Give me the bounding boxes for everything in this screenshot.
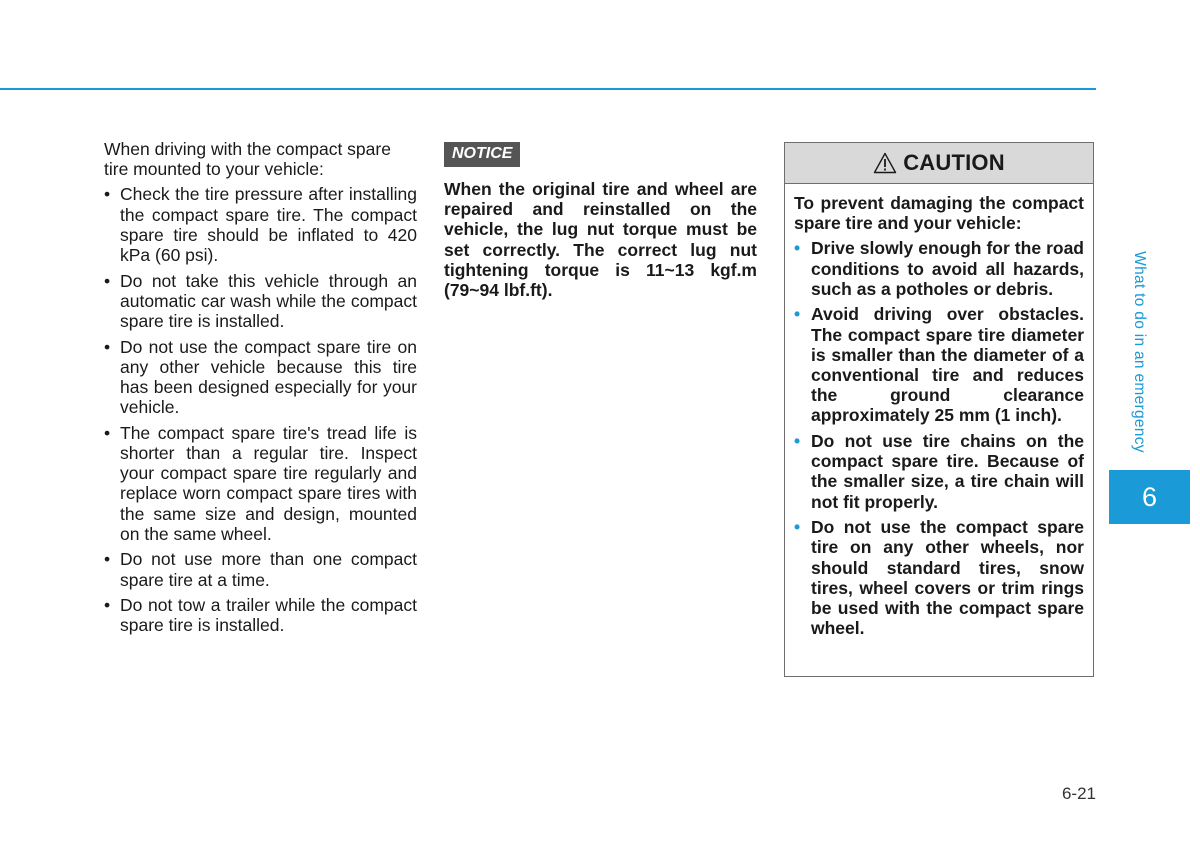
intro-paragraph: When driving with the compact spare tire mounted to your vehicle: xyxy=(104,139,391,180)
list-item: • The compact spare tire's tread life is shorter than a regular tire. Inspect your compact spare tire regularly and replace worn compact spare tires with the same size and design, mounted on the same wheel. xyxy=(104,423,417,544)
list-item: • Do not use more than one compact spare tire at a time. xyxy=(104,549,417,589)
caution-lead: To prevent damaging the compact spare tire and your vehicle: xyxy=(794,193,1084,234)
notice-badge: NOTICE xyxy=(444,142,520,167)
list-item: • Do not take this vehicle through an automatic car wash while the compact spare tire is installed. xyxy=(104,271,417,332)
list-item: • Do not use tire chains on the compact spare tire. Because of the smaller size, a tire chain will not fit properly. xyxy=(794,431,1084,512)
warning-triangle-icon xyxy=(873,152,897,174)
list-item: • Drive slowly enough for the road conditions to avoid all hazards, such as a potholes or debris. xyxy=(794,238,1084,299)
spare-tire-bullet-list xyxy=(104,184,417,635)
header-rule xyxy=(0,88,1096,90)
caution-header xyxy=(785,143,1093,184)
caution-bullet-list xyxy=(794,238,1084,638)
notice-text: When the original tire and wheel are repaired and reinstalled on the vehicle, the lug nut torque must be set correctly. The correct lug nut tightening torque is 11~13 kgf.m (79~94 lbf.ft). xyxy=(444,179,757,301)
list-item: • Do not tow a trailer while the compact spare tire is installed. xyxy=(104,595,417,635)
list-item: • Do not use the compact spare tire on any other wheels, nor should standard tires, snow tires, wheel covers or trim rings be used with the compact spare wheel. xyxy=(794,517,1084,638)
caution-title: CAUTION xyxy=(903,150,1005,175)
list-item: • Check the tire pressure after installing the compact spare tire. The compact spare tire should be inflated to 420 kPa (60 psi). xyxy=(104,184,417,265)
page-number: 6-21 xyxy=(1061,784,1096,803)
list-item: • Avoid driving over obstacles. The compact spare tire diameter is smaller than the diameter of a conventional tire and reduces the ground clearance approximately 25 mm (1 inch). xyxy=(794,304,1084,425)
section-side-label xyxy=(1127,238,1151,466)
caution-box xyxy=(784,142,1094,677)
list-item: • Do not use the compact spare tire on any other vehicle because this tire has been designed especially for your vehicle. xyxy=(104,337,417,418)
notice-column xyxy=(444,139,757,300)
section-label-text: What to do in an emergency xyxy=(1131,251,1148,453)
chapter-tab: 6 xyxy=(1109,470,1190,524)
left-column xyxy=(104,139,417,641)
caution-body xyxy=(785,184,1093,638)
